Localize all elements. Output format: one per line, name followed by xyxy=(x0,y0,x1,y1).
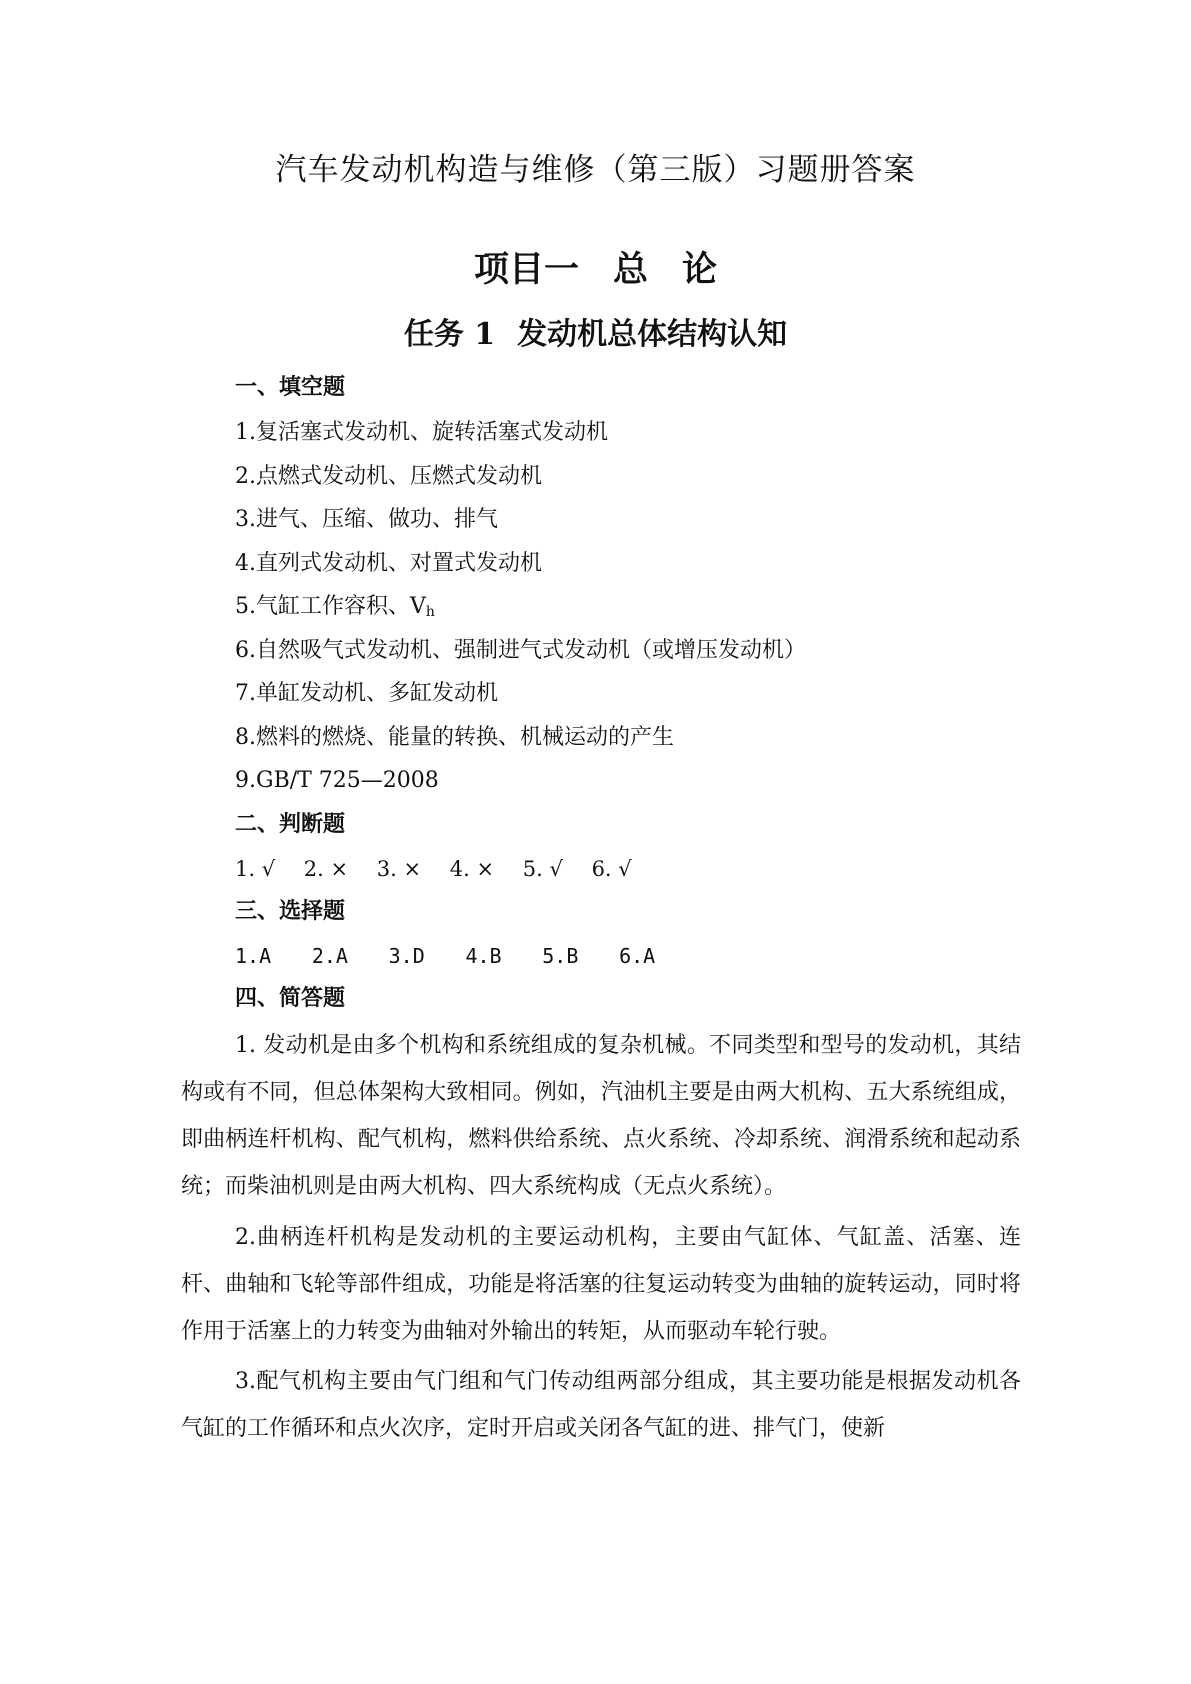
true-false-answer-3: 3. × xyxy=(376,857,422,881)
short-answer-paragraph-2: 2.曲柄连杆机构是发动机的主要运动机构，主要由气缸体、气缸盖、活塞、连杆、曲轴和飞轮等部件组成，功能是将活塞的往复运动转变为曲轴的旋转运动，同时将作用于活塞上的力转变为曲轴对外输出的转矩，从而驱动车轮行驶。 xyxy=(181,1225,1021,1344)
fill-blank-answer-7: 7.单缸发动机、多缸发动机 xyxy=(235,681,498,706)
task-title xyxy=(0,315,1191,355)
fill-blank-answer-5 xyxy=(235,592,435,627)
true-false-answer-6: 6. √ xyxy=(591,857,632,881)
project-name-char1: 总 xyxy=(612,249,648,290)
choice-answer-1: 1.A xyxy=(235,944,272,968)
fill-blank-answer-1: 1.复活塞式发动机、旋转活塞式发动机 xyxy=(235,420,608,445)
short-answer-paragraph-3: 3.配气机构主要由气门组和气门传动组两部分组成，其主要功能是根据发动机各气缸的工作循环和点火次序，定时开启或关闭各气缸的进、排气门，使新 xyxy=(181,1369,1021,1441)
fill-blank-answer-5-text: 5.气缸工作容积、V xyxy=(235,594,426,619)
choice-answer-3: 3.D xyxy=(388,944,425,968)
fill-blank-heading: 一、填空题 xyxy=(235,375,346,400)
fill-blank-answer-9: 9.GB/T 725—2008 xyxy=(235,768,439,793)
project-name-char2: 论 xyxy=(682,249,718,290)
true-false-answer-2: 2. × xyxy=(303,857,349,881)
true-false-answer-5: 5. √ xyxy=(522,857,563,881)
choice-answer-4: 4.B xyxy=(465,944,502,968)
choice-answer-6: 6.A xyxy=(619,944,656,968)
document-title: 汽车发动机构造与维修（第三版）习题册答案 xyxy=(275,152,916,188)
project-title xyxy=(0,248,1191,292)
choice-answers xyxy=(235,941,689,971)
fill-blank-answer-4: 4.直列式发动机、对置式发动机 xyxy=(235,551,542,576)
true-false-answers xyxy=(235,854,654,884)
fill-blank-answer-2: 2.点燃式发动机、压燃式发动机 xyxy=(235,464,542,489)
true-false-answer-1: 1. √ xyxy=(235,857,276,881)
task-name: 发动机总体结构认知 xyxy=(517,317,788,352)
fill-blank-answer-3: 3.进气、压缩、做功、排气 xyxy=(235,507,498,532)
fill-blank-answer-6: 6.自然吸气式发动机、强制进气式发动机（或增压发动机） xyxy=(235,638,806,663)
fill-blank-answer-5-subscript: h xyxy=(425,604,435,620)
short-answer-paragraph-1: 1. 发动机是由多个机构和系统组成的复杂机械。不同类型和型号的发动机，其结构或有不同，但总体架构大致相同。例如，汽油机主要是由两大机构、五大系统组成，即曲柄连杆机构、配气机构，燃料供给系统、点火系统、冷却系统、润滑系统和起动系统；而柴油机则是由两大机构、四大系统构成（无点火系统）。 xyxy=(181,1033,1021,1199)
choice-heading: 三、选择题 xyxy=(235,899,346,924)
task-number: 任务 1 xyxy=(403,317,496,352)
choice-answer-2: 2.A xyxy=(311,944,348,968)
short-answer-heading: 四、简答题 xyxy=(235,986,346,1011)
fill-blank-answer-8: 8.燃料的燃烧、能量的转换、机械运动的产生 xyxy=(235,725,674,750)
true-false-heading: 二、判断题 xyxy=(235,812,346,837)
project-number: 项目一 xyxy=(473,249,579,290)
choice-answer-5: 5.B xyxy=(542,944,579,968)
true-false-answer-4: 4. × xyxy=(449,857,495,881)
